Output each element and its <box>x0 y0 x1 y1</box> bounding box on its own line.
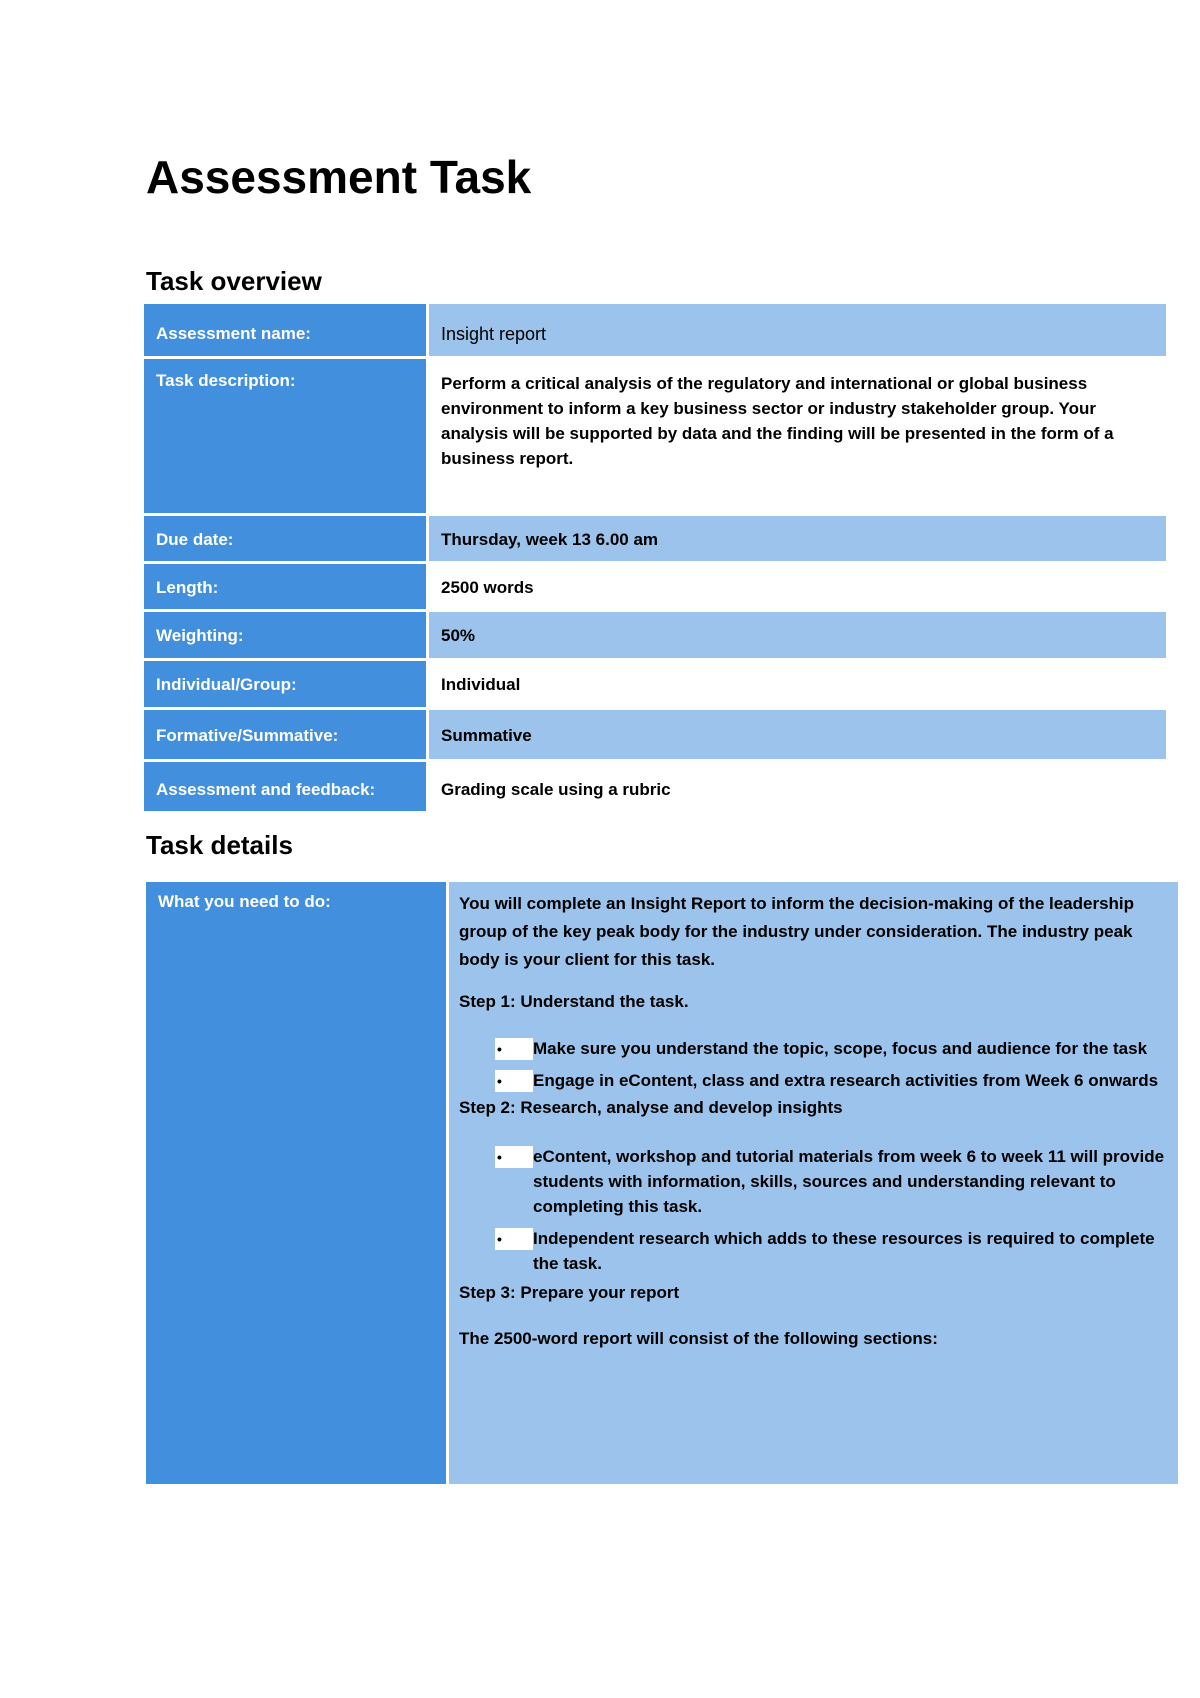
row-value: Perform a critical analysis of the regulatory and international or global business environment to inform a key business sector or industry stakeholder group. Your analysis will be supported by data and the finding will be presented in the form of a business report. <box>429 359 1166 513</box>
details-label: What you need to do: <box>146 882 446 1484</box>
list-item-text: Engage in eContent, class and extra research activities from Week 6 onwards <box>533 1071 1159 1090</box>
bullet-icon: • <box>495 1038 533 1060</box>
list-item <box>495 1068 1168 1093</box>
row-label: Assessment and feedback: <box>144 762 426 811</box>
row-value: Individual <box>429 661 1166 707</box>
table-row <box>144 710 1166 762</box>
list-item-text: Make sure you understand the topic, scope, focus and audience for the task <box>533 1039 1148 1058</box>
task-overview-heading: Task overview <box>146 266 322 296</box>
list-item <box>495 1226 1168 1276</box>
row-label: Weighting: <box>144 612 426 658</box>
details-content <box>449 882 1178 1484</box>
list-item-text: eContent, workshop and tutorial materials from week 6 to week 11 will provide students with information, skills, sources and understanding relevant to completing this task. <box>533 1147 1165 1216</box>
details-closing: The 2500-word report will consist of the following sections: <box>459 1329 938 1348</box>
step-1-list <box>459 1036 1168 1093</box>
table-row <box>144 516 1166 564</box>
row-value: 2500 words <box>429 564 1166 609</box>
table-row <box>144 359 1166 516</box>
row-value: 50% <box>429 612 1166 658</box>
step-2-heading: Step 2: Research, analyse and develop insights <box>459 1098 843 1117</box>
row-value: Grading scale using a rubric <box>429 762 1166 811</box>
list-item-text: Independent research which adds to these resources is required to complete the task. <box>533 1229 1155 1273</box>
bullet-icon: • <box>495 1070 533 1092</box>
row-label: Assessment name: <box>144 304 426 356</box>
table-row <box>144 564 1166 612</box>
row-label: Length: <box>144 564 426 609</box>
list-item <box>495 1144 1168 1219</box>
table-row <box>144 612 1166 661</box>
table-row <box>144 762 1166 814</box>
list-item <box>495 1036 1168 1061</box>
row-value: Insight report <box>429 304 1166 356</box>
table-row <box>144 661 1166 710</box>
step-2-list <box>459 1144 1168 1276</box>
row-label: Individual/Group: <box>144 661 426 707</box>
step-1-heading: Step 1: Understand the task. <box>459 992 689 1011</box>
row-label: Due date: <box>144 516 426 561</box>
task-details-heading: Task details <box>146 830 293 860</box>
bullet-icon: • <box>495 1146 533 1168</box>
row-value: Summative <box>429 710 1166 759</box>
details-intro: You will complete an Insight Report to inform the decision-making of the leadership group of the key peak body for the industry under consideration. The industry peak body is your client for this task. <box>459 894 1135 969</box>
task-details-table <box>146 882 1178 1484</box>
page-title: Assessment Task <box>146 151 532 203</box>
step-3-heading: Step 3: Prepare your report <box>459 1283 680 1302</box>
row-value: Thursday, week 13 6.00 am <box>429 516 1166 561</box>
task-overview-table <box>144 304 1166 814</box>
bullet-icon: • <box>495 1228 533 1250</box>
row-label: Task description: <box>144 359 426 513</box>
row-label: Formative/Summative: <box>144 710 426 759</box>
table-row <box>144 304 1166 359</box>
